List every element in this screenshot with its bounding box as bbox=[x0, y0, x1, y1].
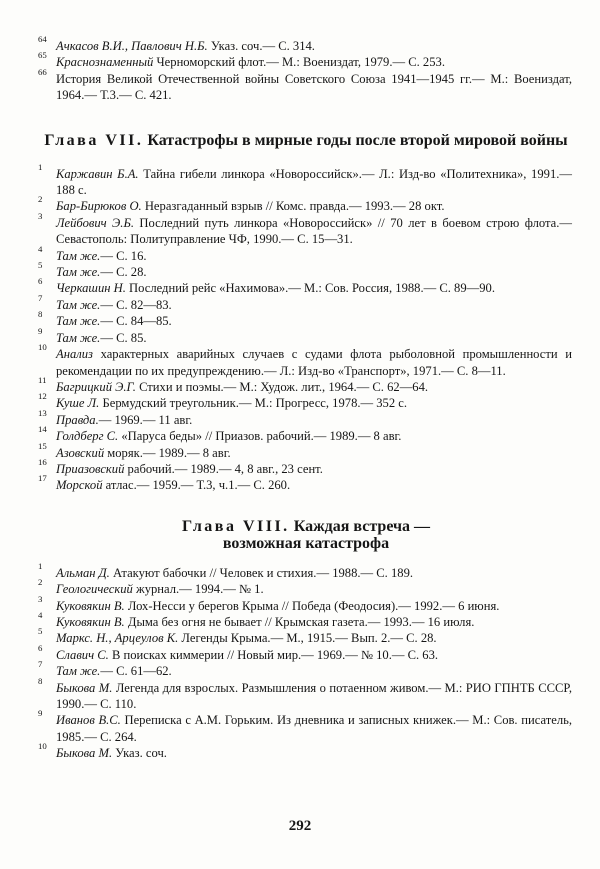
chapter-8-title-line2: возможная катастрофа bbox=[222, 534, 390, 552]
footnote-author: Каржавин Б.А. bbox=[56, 166, 139, 181]
footnote bbox=[38, 456, 572, 477]
footnote-number: 3 bbox=[38, 210, 43, 221]
chapter-8-title-line1: Каждая встреча — bbox=[289, 517, 431, 535]
footnote-number: 12 bbox=[38, 391, 47, 402]
chapter-7-label: Глава VII. bbox=[44, 131, 144, 149]
footnote-number: 7 bbox=[38, 292, 43, 303]
footnote-number: 2 bbox=[38, 577, 43, 588]
footnote-author: Там же. bbox=[56, 664, 101, 679]
page-content bbox=[38, 34, 572, 762]
footnote-text: Переписка с А.М. Горьким. Из дневника и записных книжек.— М.: Сов. писатель, 1985.— С. 264. bbox=[56, 713, 572, 744]
footnote bbox=[38, 210, 572, 248]
footnote-text: Дыма без огня не бывает // Крымская газета.— 1993.— 16 июля. bbox=[124, 614, 475, 629]
footnote bbox=[38, 161, 572, 199]
footnote-text: характерных аварийных случаев с судами флота рыболовной промышленности и рекомендации по их предупреждению.— Л.: Изд-во «Транспорт», 1971.— С. 8—11. bbox=[56, 347, 572, 378]
footnote-number: 6 bbox=[38, 276, 43, 287]
footnote-number: 3 bbox=[38, 593, 43, 604]
footnote bbox=[38, 325, 572, 346]
footnote-number: 1 bbox=[38, 161, 43, 172]
footnote-number: 4 bbox=[38, 243, 43, 254]
footnote-author: Лейбович Э.Б. bbox=[56, 215, 135, 230]
footnote-author: Приазовский bbox=[56, 461, 125, 476]
footnote-number: 5 bbox=[38, 260, 43, 271]
footnote bbox=[38, 609, 572, 630]
footnote-text: — 1969.— 11 авг. bbox=[98, 412, 193, 427]
footnote-author: Славич С. bbox=[56, 647, 109, 662]
footnote-author: Куковякин В. bbox=[56, 614, 125, 629]
footnote bbox=[38, 593, 572, 614]
footnote-author: Куше Л. bbox=[56, 396, 100, 411]
footnote bbox=[38, 424, 572, 444]
footnote-author: Геологический bbox=[56, 582, 133, 597]
footnote bbox=[38, 260, 572, 280]
footnote-author: Куковякин В. bbox=[56, 598, 125, 613]
chapter-7-title: Катастрофы в мирные годы после второй мировой войны bbox=[143, 131, 568, 149]
footnote-text: журнал.— 1994.— № 1. bbox=[132, 582, 264, 597]
footnote-text: История Великой Отечественной войны Советского Союза 1941—1945 гг.— М.: Воениздат, 1964.— Т.3.— С. 421. bbox=[56, 71, 572, 103]
footnote-text: — С. 61—62. bbox=[100, 664, 172, 679]
footnote-author: Азовский bbox=[56, 445, 105, 460]
footnote bbox=[38, 243, 572, 264]
footnote-author: Там же. bbox=[56, 297, 101, 312]
footnote-number: 65 bbox=[38, 50, 47, 61]
footnote-number: 13 bbox=[38, 407, 47, 418]
footnote bbox=[38, 577, 572, 597]
footnote-text: Неразгаданный взрыв // Комс. правда.— 1993.— 28 окт. bbox=[141, 199, 445, 214]
footnote-number: 10 bbox=[38, 741, 47, 752]
chapter-8-heading bbox=[40, 518, 572, 552]
footnote-number: 16 bbox=[38, 456, 47, 467]
footnote-number: 64 bbox=[38, 34, 47, 44]
footnote bbox=[38, 276, 572, 296]
footnote-text: Атакуют бабочки // Человек и стихия.— 1988.— С. 189. bbox=[109, 565, 414, 580]
footnote-text: Последний путь линкора «Новороссийск» // 70 лет в боевом строю флота.— Севастополь: Политуправление ЧФ, 1990.— С. 15—31. bbox=[56, 215, 572, 247]
footnote-author: Голдберг С. bbox=[56, 429, 119, 444]
footnote-text: Лох-Несси у берегов Крыма // Победа (Феодосия).— 1992.— 6 июня. bbox=[124, 598, 500, 613]
footnote-author: Анализ bbox=[56, 347, 93, 362]
top-footnotes bbox=[38, 34, 572, 104]
footnote bbox=[38, 675, 572, 713]
footnote-number: 2 bbox=[38, 194, 43, 205]
footnote bbox=[38, 309, 572, 329]
footnote-author: Черкашин Н. bbox=[56, 281, 126, 296]
footnote-text: В поисках киммерии // Новый мир.— 1969.— № 10.— С. 63. bbox=[108, 647, 439, 662]
footnote-text: — С. 16. bbox=[100, 248, 147, 263]
footnote bbox=[38, 292, 572, 313]
footnote-text: рабочий.— 1989.— 4, 8 авг., 23 сент. bbox=[124, 461, 323, 476]
footnote-number: 9 bbox=[38, 708, 43, 719]
footnote-author: Морской bbox=[56, 478, 103, 493]
footnote-text: атлас.— 1959.— Т.3, ч.1.— С. 260. bbox=[102, 478, 291, 493]
footnote-text: Черноморский флот.— М.: Воениздат, 1979.— С. 253. bbox=[153, 55, 445, 70]
footnote bbox=[38, 50, 572, 70]
footnote-author: Альман Д. bbox=[56, 565, 110, 580]
footnote-author: Ачкасов В.И., Павлович Н.Б. bbox=[56, 39, 208, 53]
footnote bbox=[38, 626, 572, 646]
footnote-author: Там же. bbox=[56, 314, 101, 329]
footnote-author: Бар-Бирюков О. bbox=[56, 199, 142, 214]
footnote bbox=[38, 342, 572, 379]
footnote-author: Быкова М. bbox=[56, 746, 113, 761]
footnote-number: 10 bbox=[38, 342, 47, 353]
footnote-author: Багрицкий Э.Г. bbox=[56, 379, 136, 394]
footnote-number: 15 bbox=[38, 440, 47, 451]
chapter-7-heading bbox=[40, 132, 572, 149]
footnote-number: 14 bbox=[38, 424, 47, 435]
footnote-text: Последний рейс «Нахимова».— М.: Сов. Россия, 1988.— С. 89—90. bbox=[125, 281, 495, 296]
footnote-text: Легенда для взрослых. Размышления о потаенном живом.— М.: РИО ГПНТБ СССР, 1990.— С. 110. bbox=[56, 680, 572, 711]
footnote-number: 4 bbox=[38, 609, 43, 620]
footnote bbox=[38, 194, 572, 214]
footnote bbox=[38, 560, 572, 581]
chapter-7-footnotes bbox=[38, 161, 572, 494]
footnote-text: — С. 28. bbox=[100, 265, 147, 280]
page-number: 292 bbox=[288, 818, 312, 834]
footnote-text: — С. 85. bbox=[100, 330, 147, 345]
footnote-number: 11 bbox=[38, 374, 47, 385]
footnote-author: Быкова М. bbox=[56, 680, 113, 695]
chapter-8-label: Глава VIII. bbox=[181, 517, 290, 535]
footnote-text: — С. 84—85. bbox=[100, 314, 172, 329]
footnote bbox=[38, 34, 572, 54]
footnote bbox=[38, 374, 572, 395]
footnote-number: 9 bbox=[38, 325, 43, 336]
footnote-author: Там же. bbox=[56, 265, 101, 280]
footnote-text: Бермудский треугольник.— М.: Прогресс, 1978.— 352 с. bbox=[99, 396, 408, 411]
footnote-number: 5 bbox=[38, 626, 43, 637]
footnote-text: Указ. соч.— С. 314. bbox=[207, 39, 315, 53]
footnote-author: Иванов В.С. bbox=[56, 713, 121, 728]
footnote bbox=[38, 659, 572, 679]
footnote-author: Там же. bbox=[56, 330, 101, 345]
footnote-text: Указ. соч. bbox=[112, 746, 167, 761]
footnote bbox=[38, 642, 572, 663]
footnote bbox=[38, 66, 572, 104]
footnote-author: Там же. bbox=[56, 248, 101, 263]
footnote-text: — С. 82—83. bbox=[100, 297, 172, 312]
footnote-number: 66 bbox=[38, 66, 47, 77]
footnote-text: моряк.— 1989.— 8 авг. bbox=[104, 445, 231, 460]
footnote bbox=[38, 391, 572, 411]
footnote bbox=[38, 708, 572, 745]
footnote-author: Краснознаменный bbox=[56, 55, 154, 70]
footnote bbox=[38, 741, 572, 761]
footnote-number: 17 bbox=[38, 473, 47, 484]
footnote-text: Стихи и поэмы.— М.: Худож. лит., 1964.— С. 62—64. bbox=[135, 379, 429, 394]
footnote-number: 8 bbox=[38, 309, 43, 320]
footnote-text: «Паруса беды» // Приазов. рабочий.— 1989.— 8 авг. bbox=[118, 429, 402, 444]
footnote-number: 6 bbox=[38, 642, 43, 653]
footnote-author: Маркс. Н., Арцеулов К. bbox=[56, 631, 179, 646]
footnote-number: 8 bbox=[38, 675, 43, 686]
footnote-number: 7 bbox=[38, 659, 43, 670]
footnote-author: Правда. bbox=[56, 412, 99, 427]
footnote bbox=[38, 407, 572, 428]
footnote bbox=[38, 473, 572, 493]
chapter-8-footnotes bbox=[38, 560, 572, 762]
footnote-text: Тайна гибели линкора «Новороссийск».— Л.: Изд-во «Политехника», 1991.— 188 с. bbox=[56, 166, 572, 198]
footnote bbox=[38, 440, 572, 461]
footnote-number: 1 bbox=[38, 560, 43, 571]
footnote-text: Легенды Крыма.— М., 1915.— Вып. 2.— С. 28. bbox=[178, 631, 437, 646]
